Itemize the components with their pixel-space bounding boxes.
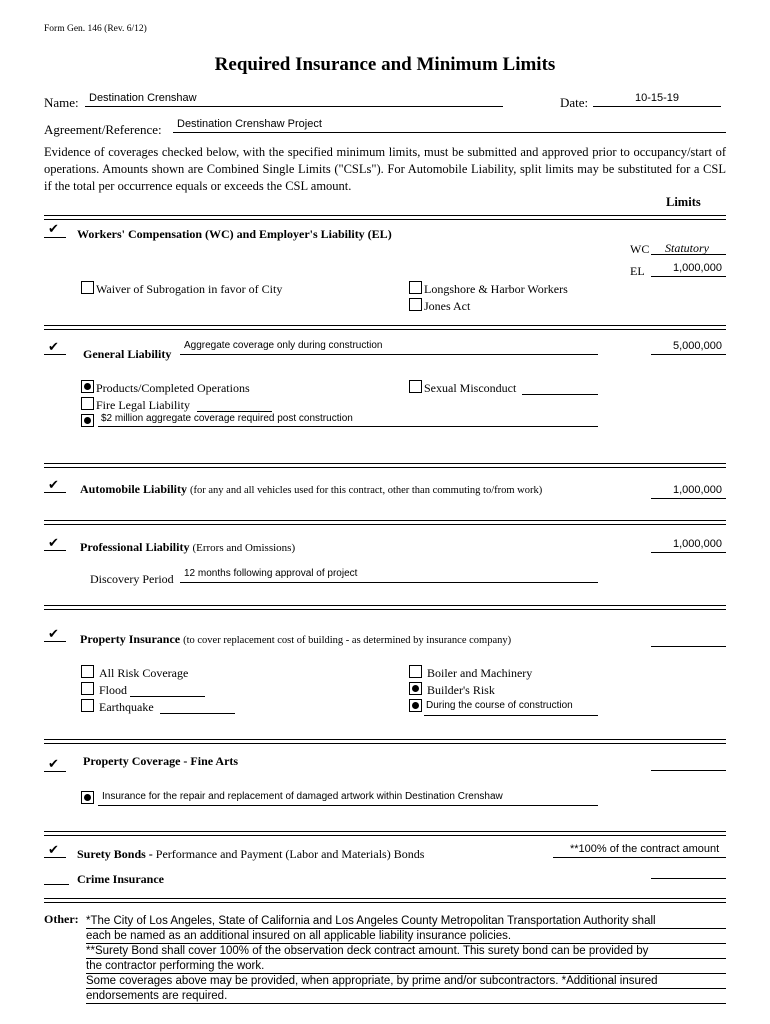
auto-limit: 1,000,000 <box>673 484 722 496</box>
flood-field[interactable] <box>130 683 205 697</box>
surety-limit-field[interactable] <box>553 843 726 858</box>
jones-act-checkbox[interactable] <box>409 298 422 311</box>
flood-checkbox[interactable] <box>81 682 94 695</box>
surety-check-line <box>44 845 66 858</box>
section-divider <box>44 463 726 468</box>
name-field[interactable] <box>85 92 503 107</box>
auto-title-row <box>80 482 542 497</box>
prof-title-row <box>80 540 295 555</box>
flood-label: Flood <box>99 683 128 697</box>
prof-title: Professional Liability <box>80 540 190 554</box>
boiler-checkbox[interactable] <box>409 665 422 678</box>
other-line: the contractor performing the work. <box>86 960 265 972</box>
fine-arts-note: Insurance for the repair and replacement of damaged artwork within Destination Crenshaw <box>102 791 503 802</box>
date-field[interactable] <box>593 92 721 107</box>
other-underline <box>86 958 726 974</box>
aggregate-note: $2 million aggregate coverage required post construction <box>101 413 353 424</box>
prof-limit-field[interactable] <box>651 538 726 553</box>
earthquake-field[interactable] <box>160 700 235 714</box>
auto-check-line <box>44 480 66 493</box>
surety-limit: **100% of the contract amount <box>570 843 720 855</box>
surety-desc: Performance and Payment (Labor and Materials) Bonds <box>155 847 425 861</box>
crime-title: Crime Insurance <box>77 872 164 886</box>
waiver-label: Waiver of Subrogation in favor of City <box>96 282 283 296</box>
prop-title: Property Insurance <box>80 632 181 646</box>
section-divider <box>44 605 726 610</box>
el-field[interactable] <box>651 262 726 277</box>
fire-legal-checkbox[interactable] <box>81 397 94 410</box>
check-mark-icon[interactable]: ✔ <box>48 478 59 493</box>
other-underline <box>86 973 726 989</box>
agreement-value: Destination Crenshaw Project <box>177 118 322 130</box>
prop-check-line <box>44 629 66 642</box>
auto-desc: (for any and all vehicles used for this contract, other than commuting to/from work) <box>190 485 543 496</box>
course-field[interactable] <box>424 700 598 716</box>
aggregate-checkbox[interactable] <box>81 414 94 427</box>
wc-field[interactable] <box>651 240 726 255</box>
auto-title: Automobile Liability <box>80 482 188 496</box>
form-id: Form Gen. 146 (Rev. 6/12) <box>44 24 147 34</box>
earthquake-label: Earthquake <box>99 700 154 714</box>
products-checkbox[interactable] <box>81 380 94 393</box>
surety-title-row <box>77 847 424 862</box>
products-label: Products/Completed Operations <box>96 381 250 395</box>
other-underline <box>86 943 726 959</box>
check-mark-icon[interactable]: ✔ <box>48 627 59 642</box>
section-divider <box>44 831 726 836</box>
wc-value: Statutory <box>665 241 709 255</box>
other-underline <box>86 913 726 929</box>
el-value: 1,000,000 <box>673 262 722 274</box>
discovery-value: 12 months following approval of project <box>184 568 358 579</box>
date-label: Date: <box>560 95 589 110</box>
limits-header: Limits <box>666 195 701 209</box>
prop-title-row <box>80 632 511 647</box>
sexual-misconduct-checkbox[interactable] <box>409 380 422 393</box>
section-divider <box>44 520 726 525</box>
gl-check-line <box>44 342 66 355</box>
other-line: **Surety Bond shall cover 100% of the observation deck contract amount. This surety bond can be provided by <box>86 945 649 957</box>
jones-act-label: Jones Act <box>424 299 471 313</box>
check-mark-icon[interactable]: ✔ <box>48 757 59 772</box>
date-value: 10-15-19 <box>635 92 680 104</box>
discovery-field[interactable] <box>180 568 598 583</box>
other-underline <box>86 988 726 1004</box>
fire-legal-field[interactable] <box>197 398 272 412</box>
section-divider <box>44 739 726 744</box>
check-mark-icon[interactable]: ✔ <box>48 843 59 858</box>
prof-limit: 1,000,000 <box>673 538 722 550</box>
prof-check-line <box>44 538 66 551</box>
discovery-label: Discovery Period <box>90 572 174 586</box>
other-line: Some coverages above may be provided, when appropriate, by prime and/or subcontractors. *Additional insured <box>86 975 658 987</box>
gl-note-field[interactable] <box>180 340 598 355</box>
intro-paragraph: Evidence of coverages checked below, with the specified minimum limits, must be submitted and approved prior to occupancy/start of operations. Amounts shown are Combined Single Limits ("CSLs"). For Automobile Liability, split limits may be substituted for a CSL if the total per occurrence equals or exceeds the CSL amount. <box>44 145 726 193</box>
fire-legal-label: Fire Legal Liability <box>96 398 190 412</box>
longshore-checkbox[interactable] <box>409 281 422 294</box>
wc-label: WC <box>630 242 650 256</box>
wc-title: Workers' Compensation (WC) and Employer's Liability (EL) <box>77 227 392 241</box>
auto-limit-field[interactable] <box>651 484 726 499</box>
agreement-field[interactable] <box>173 118 726 133</box>
all-risk-checkbox[interactable] <box>81 665 94 678</box>
fine-arts-limit-field[interactable] <box>651 756 726 771</box>
fine-arts-check-line <box>44 759 66 772</box>
sexual-misconduct-field[interactable] <box>522 381 598 395</box>
gl-title: General Liability <box>83 347 172 361</box>
wc-check-line <box>44 225 66 238</box>
other-underline <box>86 928 726 944</box>
check-mark-icon[interactable]: ✔ <box>48 222 59 237</box>
course-checkbox[interactable] <box>409 699 422 712</box>
check-mark-icon[interactable]: ✔ <box>48 340 59 355</box>
prof-desc: (Errors and Omissions) <box>192 542 296 554</box>
longshore-label: Longshore & Harbor Workers <box>424 282 568 296</box>
section-divider <box>44 325 726 330</box>
builders-risk-checkbox[interactable] <box>409 682 422 695</box>
prop-limit-field[interactable] <box>651 632 726 647</box>
name-label: Name: <box>44 95 79 110</box>
agreement-label: Agreement/Reference: <box>44 122 162 137</box>
aggregate-field[interactable] <box>98 413 598 427</box>
fine-arts-checkbox[interactable] <box>81 791 94 804</box>
course-value: During the course of construction <box>426 700 573 711</box>
gl-note: Aggregate coverage only during construction <box>184 340 383 351</box>
other-line: each be named as an additional insured on all applicable liability insurance policies. <box>86 930 512 942</box>
gl-limit: 5,000,000 <box>673 340 722 352</box>
prop-desc: (to cover replacement cost of building - as determined by insurance company) <box>183 635 512 646</box>
sexual-misconduct-label: Sexual Misconduct <box>424 381 517 395</box>
section-divider <box>44 898 726 903</box>
surety-title: Surety Bonds - <box>77 847 153 861</box>
page-title: Required Insurance and Minimum Limits <box>214 54 556 75</box>
boiler-label: Boiler and Machinery <box>427 666 533 680</box>
fine-arts-note-field[interactable] <box>98 791 598 806</box>
el-label: EL <box>630 264 645 278</box>
check-mark-icon[interactable]: ✔ <box>48 536 59 551</box>
other-line: *The City of Los Angeles, State of California and Los Angeles County Metropolitan Transportation Authority shall <box>86 915 656 927</box>
gl-limit-field[interactable] <box>651 340 726 355</box>
crime-check-line[interactable] <box>44 872 69 885</box>
other-label: Other: <box>44 912 79 926</box>
all-risk-label: All Risk Coverage <box>99 666 189 680</box>
builders-risk-label: Builder's Risk <box>427 683 495 697</box>
earthquake-checkbox[interactable] <box>81 699 94 712</box>
waiver-checkbox[interactable] <box>81 281 94 294</box>
section-divider <box>44 215 726 220</box>
crime-limit-field[interactable] <box>651 864 726 879</box>
name-value: Destination Crenshaw <box>89 92 197 104</box>
fine-arts-title: Property Coverage - Fine Arts <box>83 754 239 768</box>
other-line: endorsements are required. <box>86 990 228 1002</box>
